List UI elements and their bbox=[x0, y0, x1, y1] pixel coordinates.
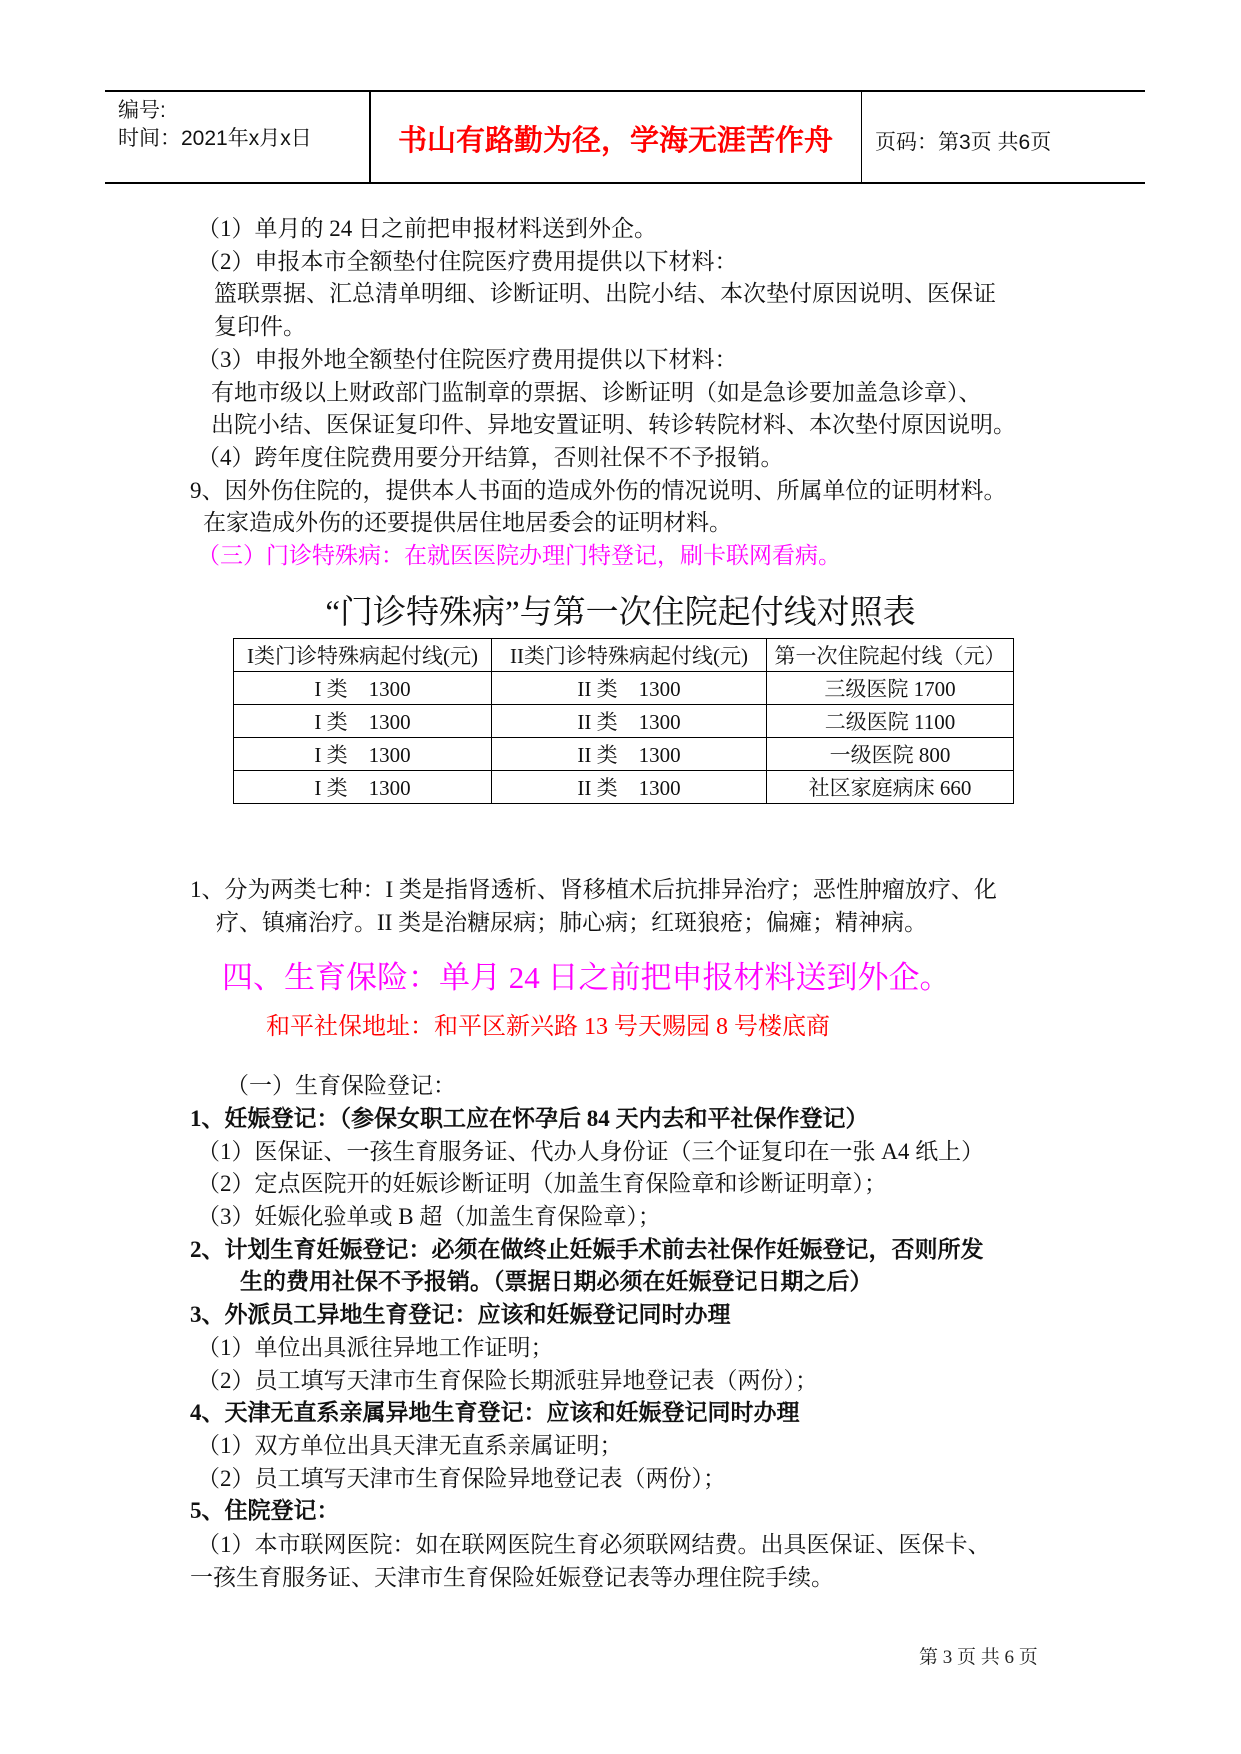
deductible-table bbox=[233, 638, 1014, 804]
table-row bbox=[234, 705, 1014, 738]
section4-address: 和平社保地址：和平区新兴路 13 号天赐园 8 号楼底商 bbox=[266, 1014, 830, 1040]
text-line: （1）本市联网医院：如在联网医院生育必须联网结费。出具医保证、医保卡、 bbox=[197, 1532, 991, 1557]
text-line: 3、外派员工异地生育登记：应该和妊娠登记同时办理 bbox=[190, 1302, 731, 1327]
table-cell: 一级医院 800 bbox=[767, 738, 1014, 771]
table-cell: 三级医院 1700 bbox=[767, 672, 1014, 705]
text-line: 在家造成外伤的还要提供居住地居委会的证明材料。 bbox=[203, 510, 732, 535]
text-line: 有地市级以上财政部门监制章的票据、诊断证明（如是急诊要加盖急诊章）、 bbox=[211, 380, 982, 405]
table-header-row bbox=[234, 639, 1014, 672]
text-line: 5、住院登记： bbox=[190, 1498, 340, 1523]
table-row bbox=[234, 672, 1014, 705]
text-line: 1、分为两类七种：I 类是指肾透析、肾移植术后抗排异治疗；恶性肿瘤放疗、化 bbox=[190, 877, 997, 902]
table-cell: I 类 1300 bbox=[234, 705, 492, 738]
table-cell: 二级医院 1100 bbox=[767, 705, 1014, 738]
header-motto: 书山有路勤为径，学海无涯苦作舟 bbox=[397, 125, 833, 157]
text-line: 疗、镇痛治疗。II 类是治糖尿病；肺心病；红斑狼疮；偏瘫；精神病。 bbox=[216, 910, 928, 935]
header-page-number: 页码：第3页 共6页 bbox=[875, 131, 1052, 154]
doc-date: 时间：2021年x月x日 bbox=[118, 127, 312, 150]
header-bottom-rule bbox=[105, 182, 1145, 184]
text-line: （2）定点医院开的妊娠诊断证明（加盖生育保险章和诊断证明章）； bbox=[197, 1171, 887, 1196]
text-line: （4）跨年度住院费用要分开结算，否则社保不不予报销。 bbox=[197, 445, 784, 470]
text-line: （2）员工填写天津市生育保险长期派驻异地登记表（两份）； bbox=[197, 1368, 818, 1393]
text-line: 9、因外伤住院的，提供本人书面的造成外伤的情况说明、所属单位的证明材料。 bbox=[190, 478, 1007, 503]
text-line: （一）生育保险登记： bbox=[226, 1073, 456, 1098]
text-line: （2）员工填写天津市生育保险异地登记表（两份）； bbox=[197, 1466, 726, 1491]
text-line: （1）单月的 24 日之前把申报材料送到外企。 bbox=[197, 216, 657, 241]
table-cell: II 类 1300 bbox=[492, 738, 767, 771]
header-divider bbox=[861, 90, 862, 183]
text-line: （3）申报外地全额垫付住院医疗费用提供以下材料： bbox=[197, 347, 738, 372]
text-line: 2、计划生育妊娠登记：必须在做终止妊娠手术前去社保作妊娠登记，否则所发 bbox=[190, 1237, 984, 1262]
table-title: “门诊特殊病”与第一次住院起付线对照表 bbox=[325, 595, 916, 631]
outpatient-heading: （三）门诊特殊病：在就医医院办理门特登记，刷卡联网看病。 bbox=[197, 543, 841, 568]
text-line: （1）双方单位出具天津无直系亲属证明； bbox=[197, 1433, 623, 1458]
table-cell: I 类 1300 bbox=[234, 771, 492, 804]
text-line: （1）单位出具派往异地工作证明； bbox=[197, 1335, 554, 1360]
table-row bbox=[234, 771, 1014, 804]
table-cell: I 类 1300 bbox=[234, 672, 492, 705]
table-cell: II 类 1300 bbox=[492, 672, 767, 705]
table-cell: II 类 1300 bbox=[492, 771, 767, 804]
table-row bbox=[234, 738, 1014, 771]
text-line: 出院小结、医保证复印件、异地安置证明、转诊转院材料、本次垫付原因说明。 bbox=[211, 412, 1016, 437]
table-cell: I 类 1300 bbox=[234, 738, 492, 771]
text-line: （1）医保证、一孩生育服务证、代办人身份证（三个证复印在一张 A4 纸上） bbox=[197, 1139, 985, 1164]
table-header-cell: 第一次住院起付线（元） bbox=[767, 639, 1014, 672]
table-cell: 社区家庭病床 660 bbox=[767, 771, 1014, 804]
text-line: 复印件。 bbox=[214, 314, 306, 339]
header-top-rule bbox=[105, 90, 1145, 92]
text-line: 1、妊娠登记：（参保女职工应在怀孕后 84 天内去和平社保作登记） bbox=[190, 1106, 869, 1131]
table-cell: II 类 1300 bbox=[492, 705, 767, 738]
text-line: 生的费用社保不予报销。（票据日期必须在妊娠登记日期之后） bbox=[240, 1269, 873, 1294]
text-line: （2）申报本市全额垫付住院医疗费用提供以下材料： bbox=[197, 249, 738, 274]
text-line: 篮联票据、汇总清单明细、诊断证明、出院小结、本次垫付原因说明、医保证 bbox=[214, 281, 996, 306]
section4-title: 四、生育保险：单月 24 日之前把申报材料送到外企。 bbox=[222, 960, 951, 995]
doc-number-label: 编号: bbox=[118, 99, 166, 122]
table-header-cell: II类门诊特殊病起付线(元) bbox=[492, 639, 767, 672]
text-line: 4、天津无直系亲属异地生育登记：应该和妊娠登记同时办理 bbox=[190, 1400, 800, 1425]
text-line: （3）妊娠化验单或 B 超（加盖生育保险章）； bbox=[197, 1204, 661, 1229]
text-line: 一孩生育服务证、天津市生育保险妊娠登记表等办理住院手续。 bbox=[190, 1565, 834, 1590]
page-footer: 第 3 页 共 6 页 bbox=[919, 1647, 1038, 1668]
table-header-cell: I类门诊特殊病起付线(元) bbox=[234, 639, 492, 672]
